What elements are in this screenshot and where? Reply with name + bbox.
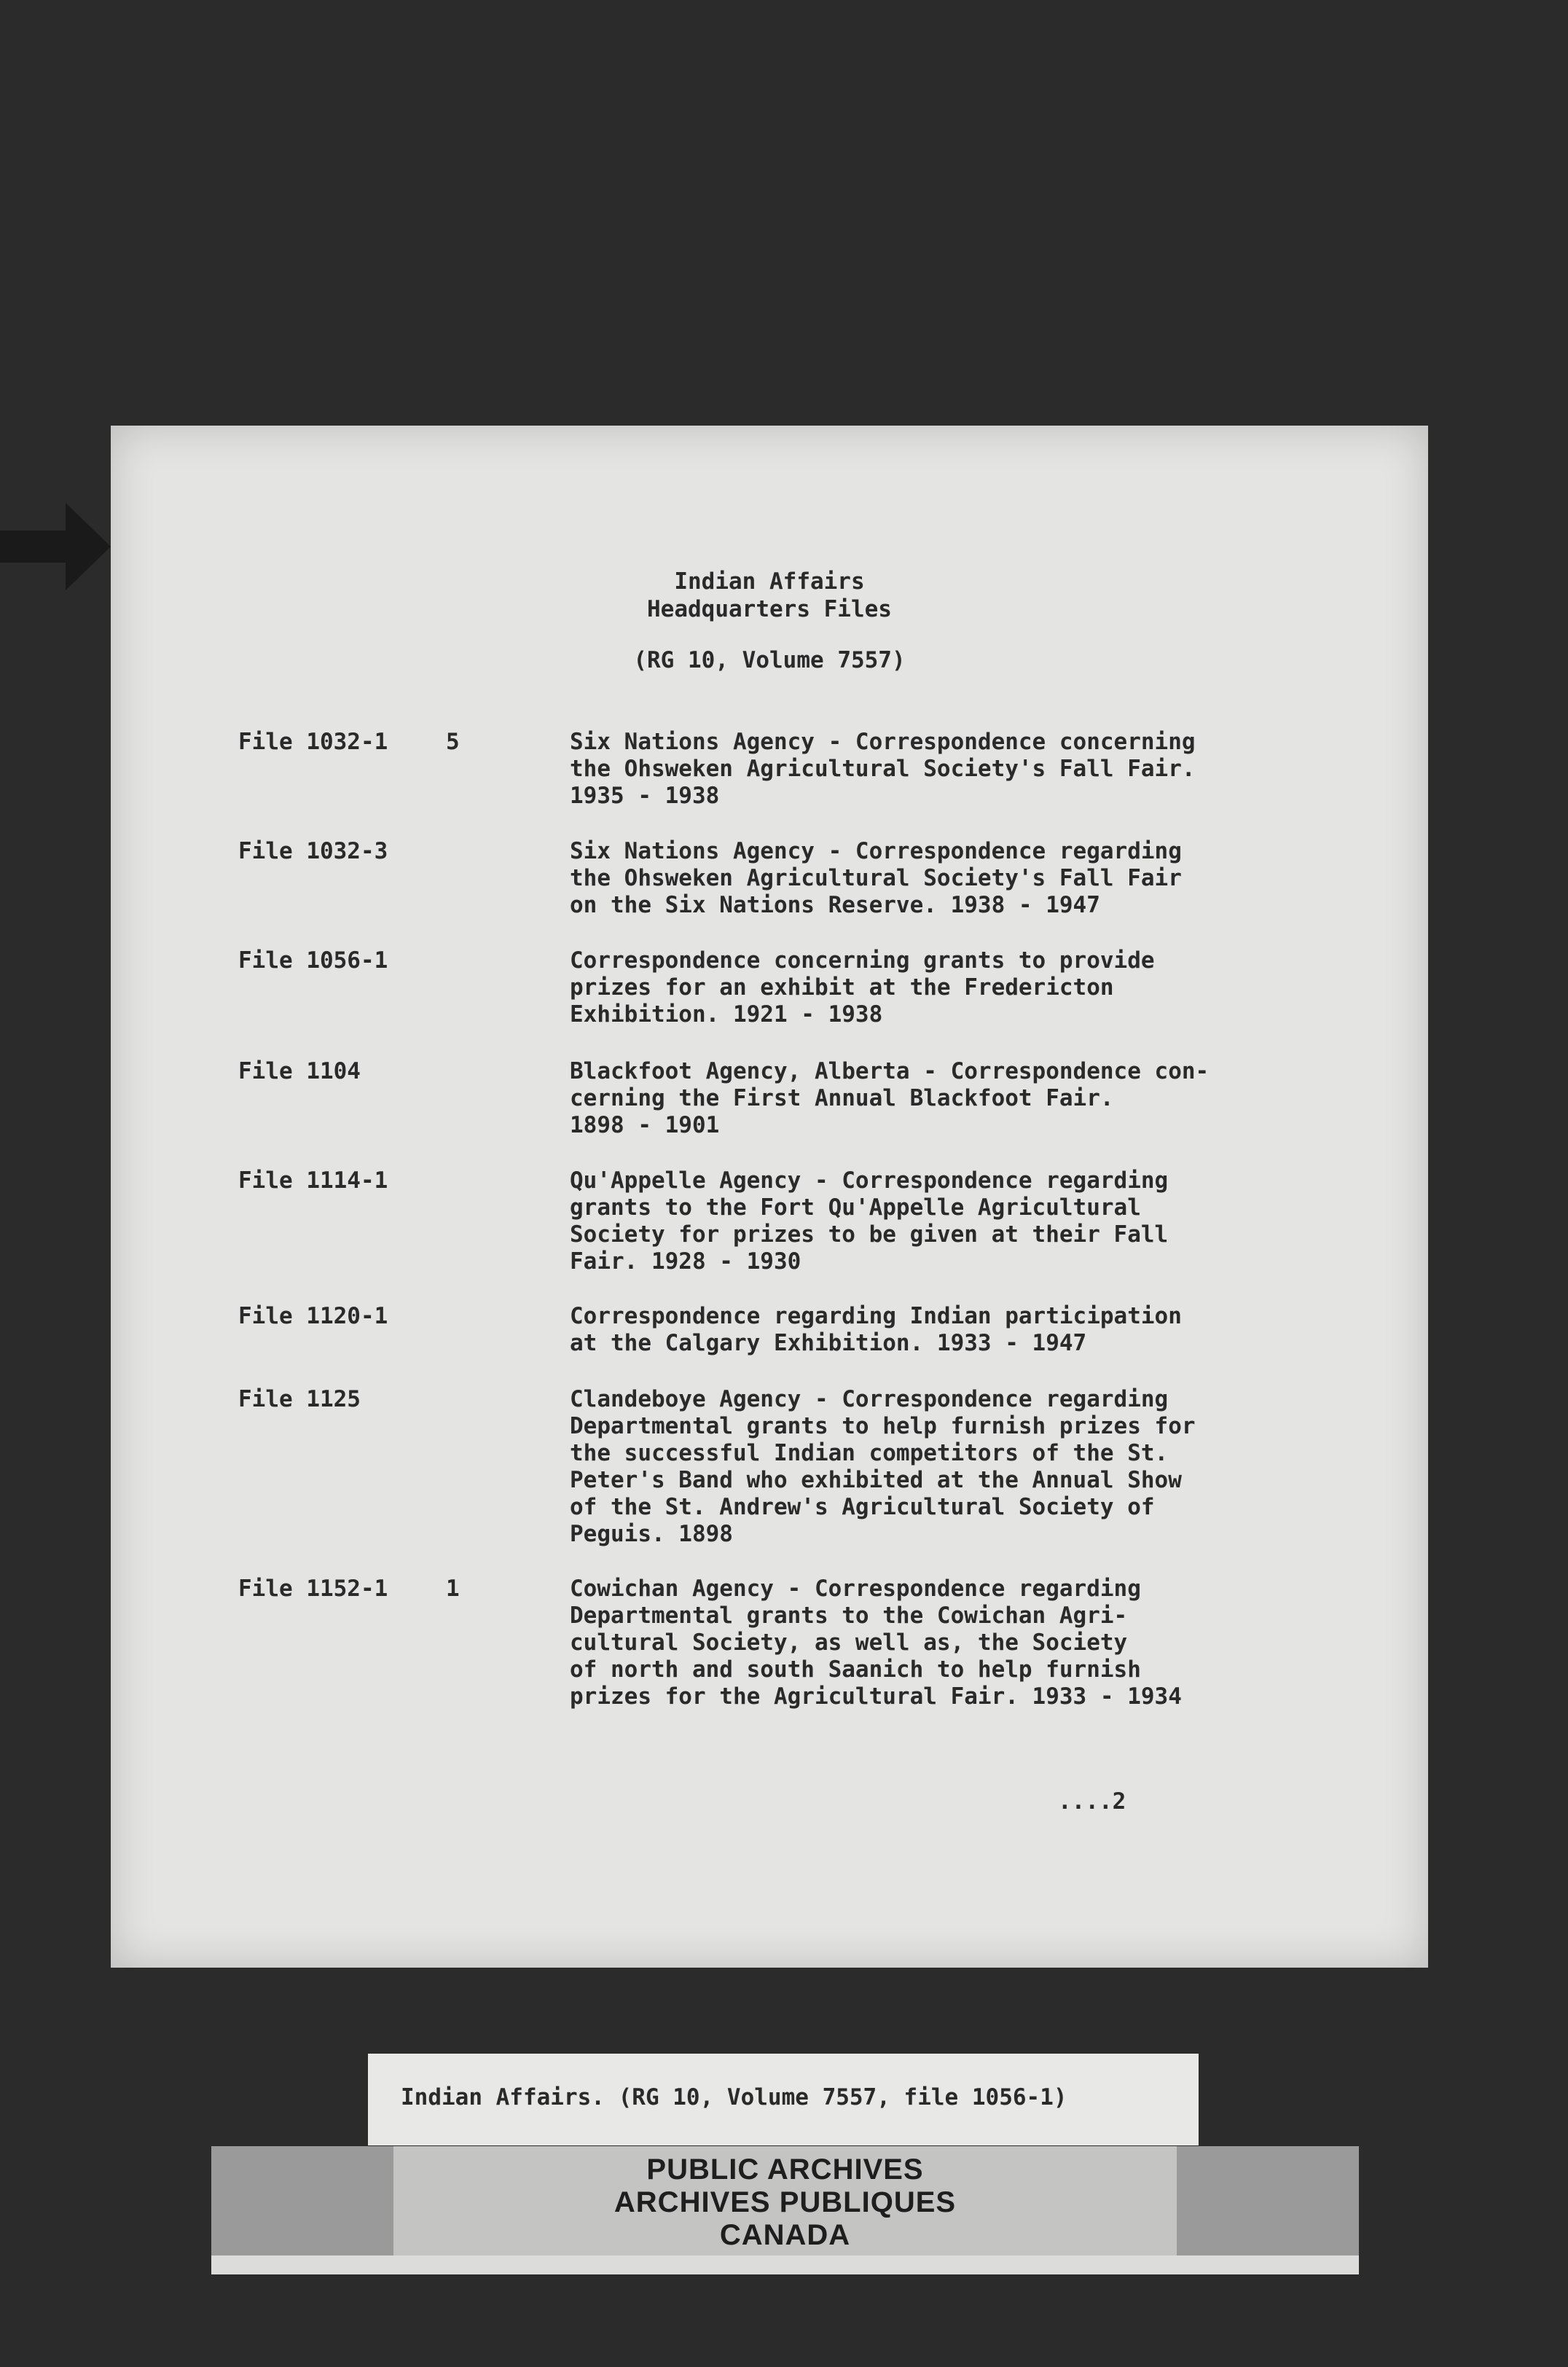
description-line: Peter's Band who exhibited at the Annual Show xyxy=(570,1467,1182,1493)
description-line: prizes for the Agricultural Fair. 1933 - 1934 xyxy=(570,1683,1182,1710)
caption-label xyxy=(368,2054,1199,2145)
file-description xyxy=(570,1386,1262,1548)
description-line: Blackfoot Agency, Alberta - Correspondence con- xyxy=(570,1058,1210,1084)
stamp-panel xyxy=(393,2146,1177,2256)
file-number: File 1114-1 xyxy=(238,1167,388,1194)
description-line: the Ohsweken Agricultural Society's Fall Fair. xyxy=(570,756,1196,782)
file-number: File 1104 xyxy=(238,1058,361,1084)
description-line: Cowichan Agency - Correspondence regarding xyxy=(570,1576,1141,1602)
description-line: prizes for an exhibit at the Fredericton xyxy=(570,974,1114,1001)
description-line: 1935 - 1938 xyxy=(570,783,720,809)
description-line: 1898 - 1901 xyxy=(570,1112,720,1138)
caption-text: Indian Affairs. (RG 10, Volume 7557, file 1056-1) xyxy=(401,2084,1067,2110)
header-line-2: Headquarters Files xyxy=(647,596,892,622)
description-line: at the Calgary Exhibition. 1933 - 1947 xyxy=(570,1330,1087,1356)
header-line-1: Indian Affairs xyxy=(674,568,865,595)
file-number: File 1032-3 xyxy=(238,838,388,864)
description-line: Departmental grants to help furnish prizes for xyxy=(570,1413,1196,1439)
description-line: Six Nations Agency - Correspondence concerning xyxy=(570,729,1196,755)
stamp-line-1: PUBLIC ARCHIVES xyxy=(646,2153,924,2186)
description-line: Clandeboye Agency - Correspondence regarding xyxy=(570,1386,1169,1412)
header-line-3: (RG 10, Volume 7557) xyxy=(633,647,906,673)
file-description xyxy=(570,729,1262,810)
description-line: Departmental grants to the Cowichan Agri- xyxy=(570,1603,1128,1629)
description-line: on the Six Nations Reserve. 1938 - 1947 xyxy=(570,892,1100,918)
description-line: Exhibition. 1921 - 1938 xyxy=(570,1001,883,1028)
file-description xyxy=(570,947,1262,1028)
description-line: Fair. 1928 - 1930 xyxy=(570,1248,801,1275)
stamp-line-3: CANADA xyxy=(719,2219,851,2251)
description-line: Correspondence regarding Indian participation xyxy=(570,1303,1182,1329)
file-mark: 1 xyxy=(446,1576,460,1602)
archive-stamp xyxy=(211,2146,1359,2256)
description-line: Society for prizes to be given at their Fall xyxy=(570,1221,1169,1248)
description-line: Qu'Appelle Agency - Correspondence regarding xyxy=(570,1167,1169,1194)
file-description xyxy=(570,1058,1262,1139)
description-line: of the St. Andrew's Agricultural Society of xyxy=(570,1494,1155,1520)
description-line: the Ohsweken Agricultural Society's Fall Fair xyxy=(570,865,1182,891)
document-page xyxy=(111,426,1428,1968)
file-number: File 1056-1 xyxy=(238,947,388,974)
file-number: File 1152-1 xyxy=(238,1576,388,1602)
file-description xyxy=(570,1576,1262,1710)
pointer-arrow-icon xyxy=(0,503,111,590)
file-number: File 1032-1 xyxy=(238,729,388,755)
stamp-base xyxy=(211,2256,1359,2274)
description-line: cerning the First Annual Blackfoot Fair. xyxy=(570,1085,1114,1111)
file-description xyxy=(570,1303,1262,1357)
stamp-line-2: ARCHIVES PUBLIQUES xyxy=(614,2186,957,2218)
file-mark: 5 xyxy=(446,729,460,755)
page-continuation: ....2 xyxy=(1058,1788,1126,1815)
file-description xyxy=(570,1167,1262,1275)
file-description xyxy=(570,838,1262,919)
description-line: of north and south Saanich to help furnish xyxy=(570,1656,1141,1683)
description-line: Six Nations Agency - Correspondence regarding xyxy=(570,838,1182,864)
description-line: Peguis. 1898 xyxy=(570,1521,733,1547)
file-number: File 1120-1 xyxy=(238,1303,388,1329)
description-line: cultural Society, as well as, the Society xyxy=(570,1629,1128,1656)
description-line: grants to the Fort Qu'Appelle Agricultural xyxy=(570,1194,1141,1221)
description-line: Correspondence concerning grants to provide xyxy=(570,947,1155,974)
description-line: the successful Indian competitors of the St. xyxy=(570,1440,1169,1466)
file-number: File 1125 xyxy=(238,1386,361,1412)
